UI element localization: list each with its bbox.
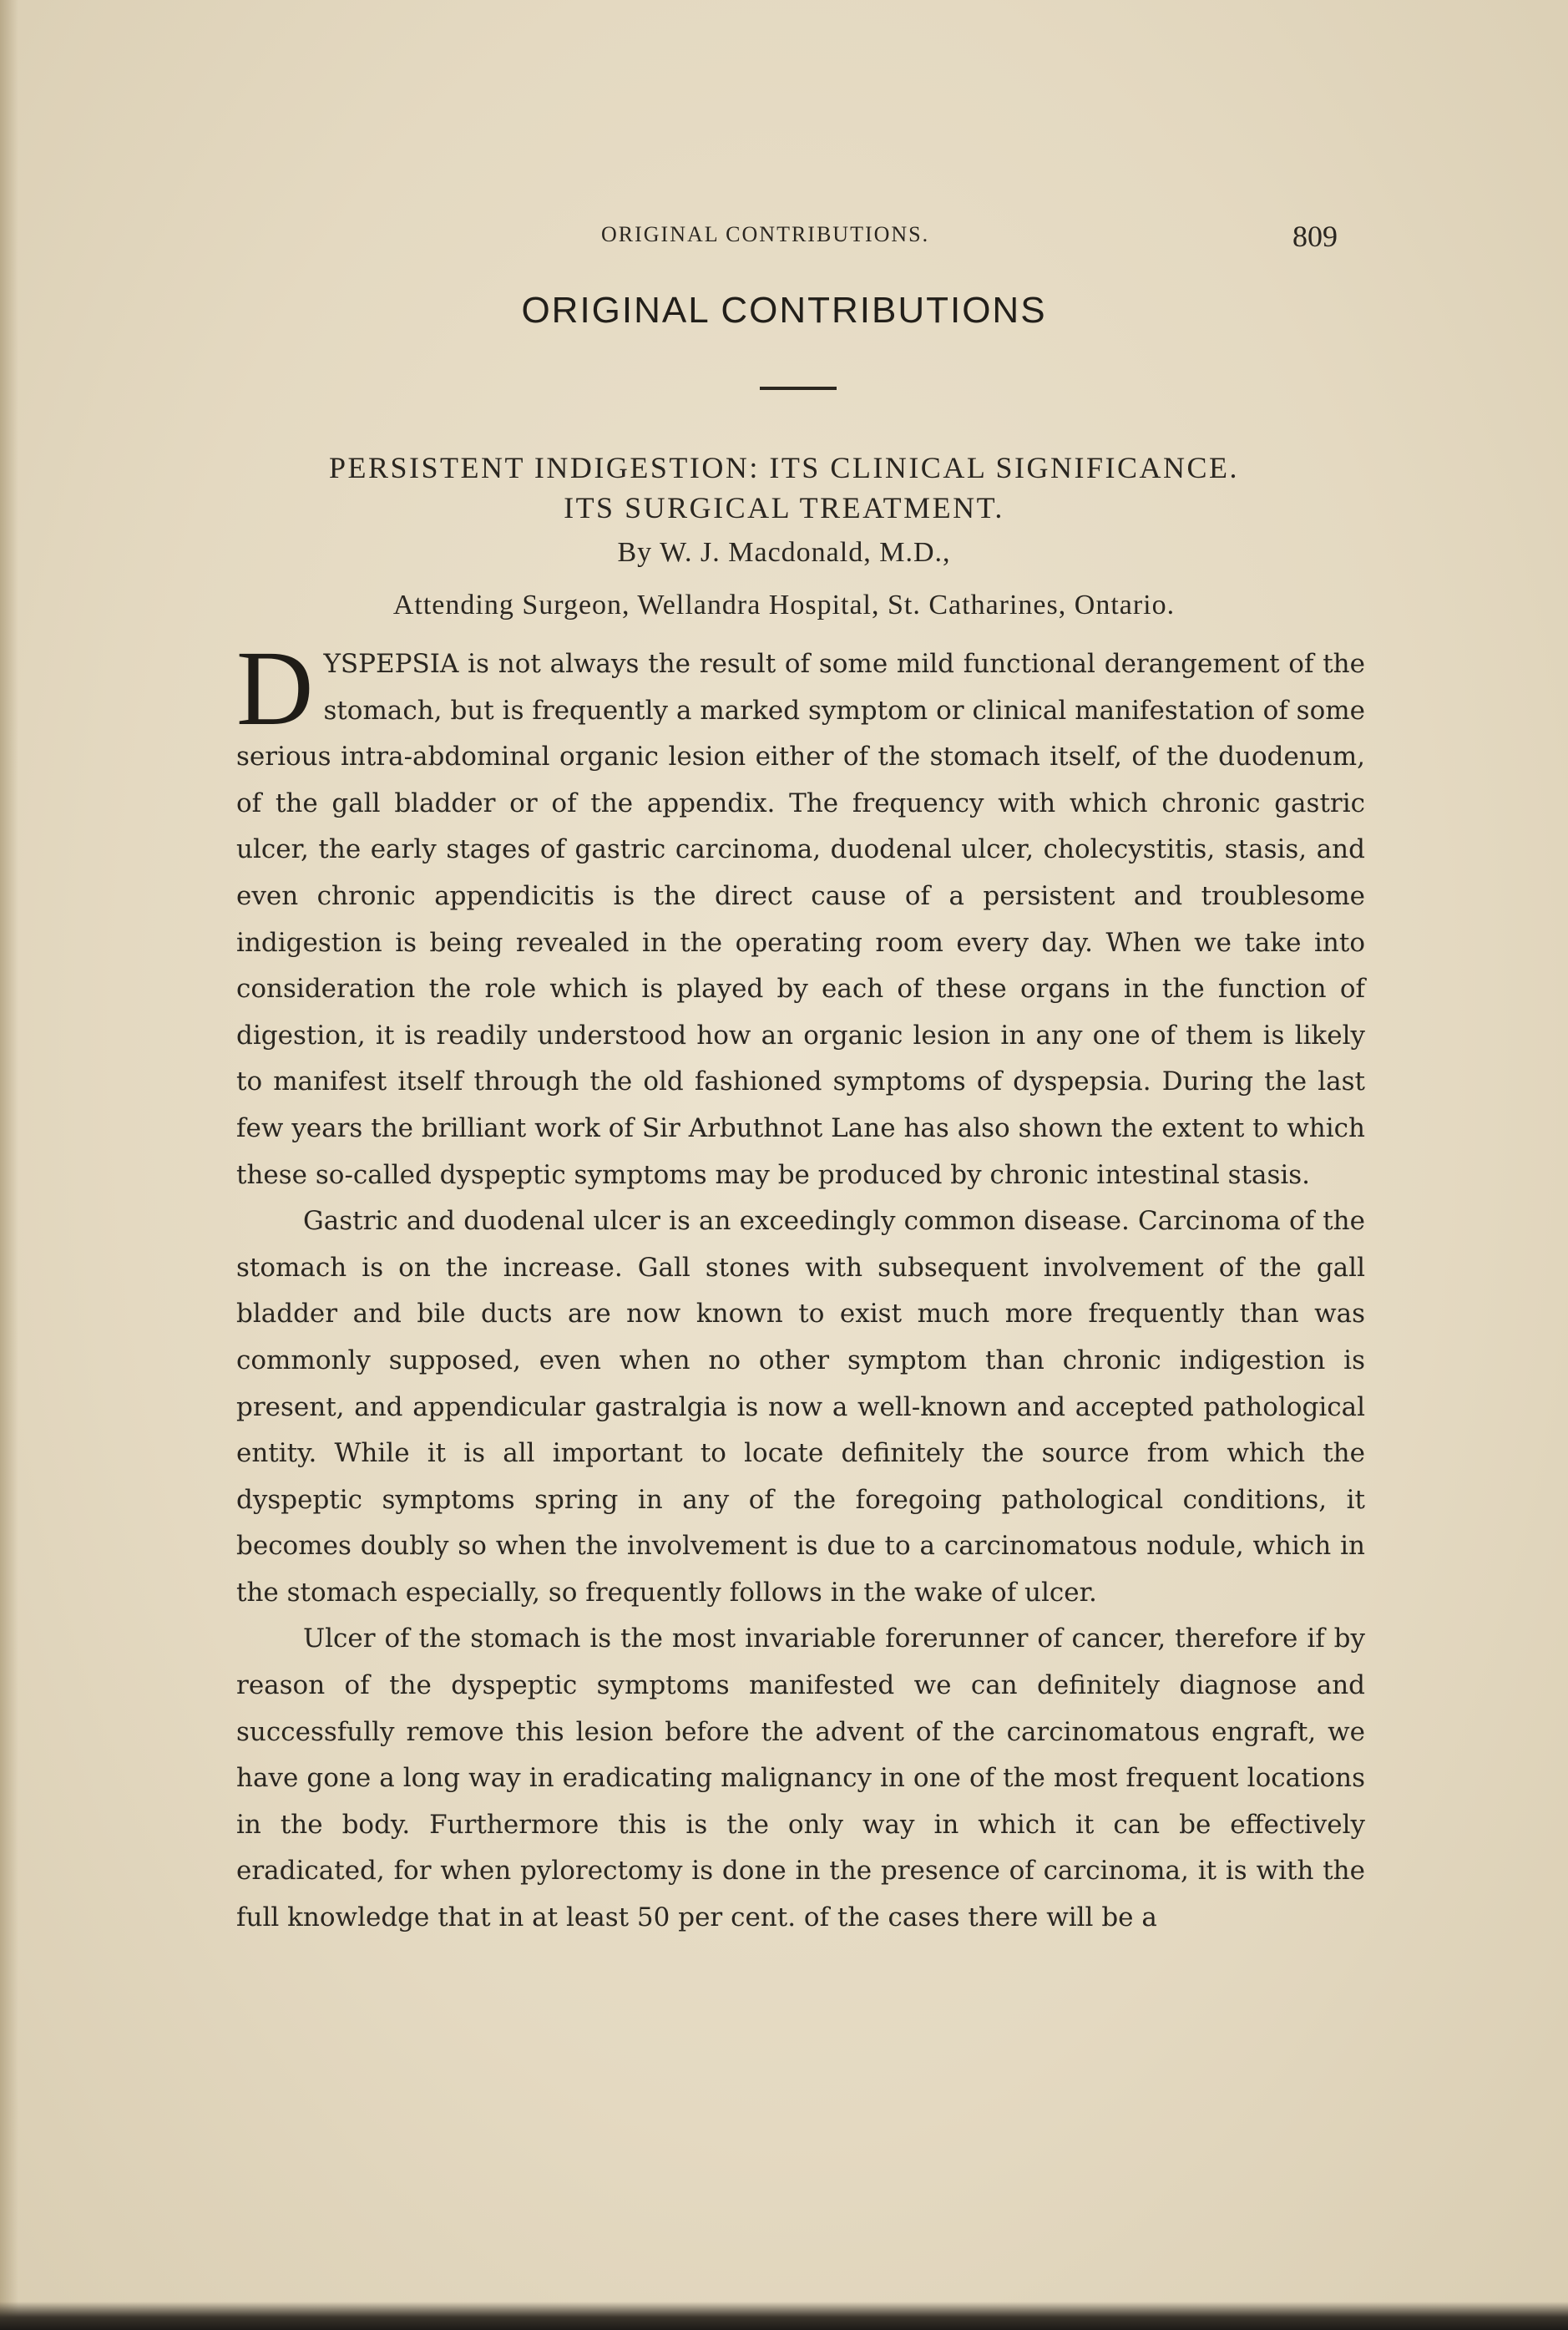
page-bottom-edge [0,2302,1568,2330]
author-affiliation: Attending Surgeon, Wellandra Hospital, St. Catharines, Ontario. [392,590,1176,620]
page-number: 809 [1292,220,1338,253]
article-title-line-2: ITS SURGICAL TREATMENT. [564,491,1004,524]
binding-shadow [0,0,18,2330]
drop-cap: D [236,629,314,747]
paragraph-2: Gastric and duodenal ulcer is an exceedingly common disease. Carcinoma of the stomach is on the increase. Gall stones with subsequent involvement of the gall bladder and bile ducts are now known to exist much more frequently than was commonly supposed, even when no other symptom than chronic indigestion is present, and appendicular gastralgia is now a well-known and accepted pathological entity. While it is all important to locate definitely the source from which the dyspeptic symptoms spring in any of the foregoing pathological conditions, it becomes doubly so when the involvement is due to a carcinomatous nodule, which in the stomach especially, so frequently follows in the wake of ulcer. [236,1206,1365,1608]
section-divider [760,387,837,390]
running-head-title: ORIGINAL CONTRIBUTIONS. [601,222,930,246]
paragraph-1 [236,629,1365,1198]
article-title [0,448,1568,528]
section-title: ORIGINAL CONTRIBUTIONS [521,290,1047,331]
running-head [0,219,1568,252]
article-title-line-1: PERSISTENT INDIGESTION: ITS CLINICAL SIGNIFICANCE. [329,451,1239,484]
author-byline: By W. J. Macdonald, M.D., [617,537,951,568]
article-body [236,629,1365,1942]
paragraph-1-text: YSPEPSIA is not always the result of some mild functional derangement of the stomach, but is frequently a marked symptom or clinical manifestation of some serious intra-abdominal organic lesion either of the stomach itself, of the duodenum, of the gall bladder or of the appendix. The frequency with which chronic gastric ulcer, the early stages of gastric carcinoma, duodenal ulcer, cholecystitis, stasis, and even chronic appendicitis is the direct cause of a persistent and troublesome indigestion is being revealed in the operating room every day. When we take into consideration the role which is played by each of these organs in the function of digestion, it is readily understood how an organic lesion in any one of them is likely to manifest itself through the old fashioned symptoms of dyspepsia. During the last few years the brilliant work of Sir Arbuthnot Lane has also shown the extent to which these so-called dyspeptic symptoms may be produced by chronic intestinal stasis. [236,649,1365,1190]
paragraph-3: Ulcer of the stomach is the most invariable forerunner of cancer, therefore if by reason of the dyspeptic symptoms manifested we can definitely diagnose and successfully remove this lesion before the advent of the carcinomatous engraft, we have gone a long way in eradicating malignancy in one of the most frequent locations in the body. Furthermore this is the only way in which it can be effectively eradicated, for when pylorectomy is done in the presence of carcinoma, it is with the full knowledge that in at least 50 per cent. of the cases there will be a [236,1623,1365,1933]
